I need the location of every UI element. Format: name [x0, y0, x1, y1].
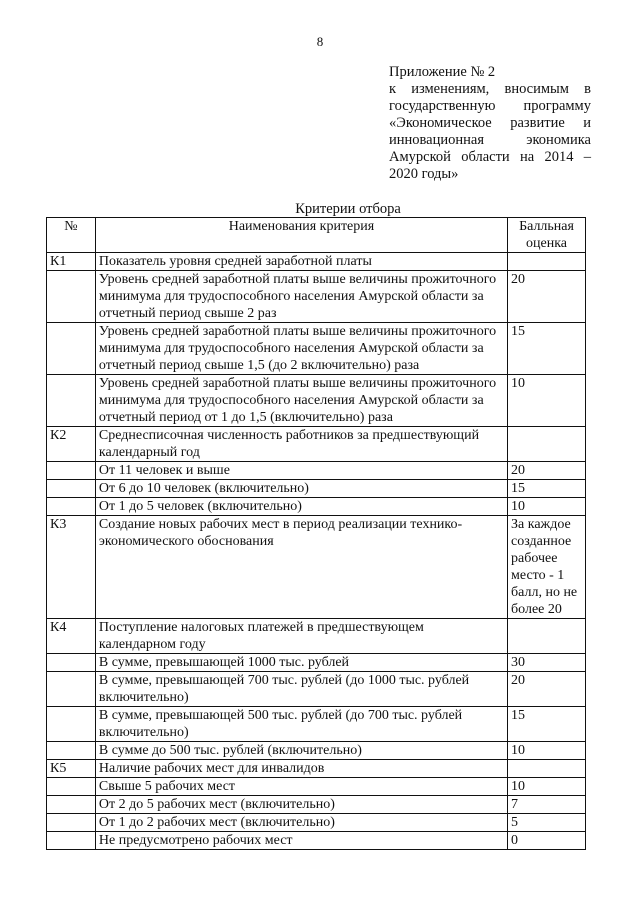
appendix-header [389, 64, 591, 183]
criterion-name: Не предусмотрено рабочих мест [95, 832, 507, 850]
criterion-score: За каждое созданное рабочее место - 1 балл, но не более 20 [508, 516, 586, 619]
criterion-code [47, 654, 96, 672]
appendix-line: государственную программу [389, 98, 591, 114]
table-row [47, 796, 586, 814]
criterion-name: Создание новых рабочих мест в период реализации технико-экономического обоснования [95, 516, 507, 619]
criterion-score: 10 [508, 778, 586, 796]
criterion-score [508, 760, 586, 778]
criterion-name: Уровень средней заработной платы выше величины прожиточного минимума для трудоспособного населения Амурской области за отчетный период от 1 до 1,5 (включительно) раза [95, 375, 507, 427]
appendix-line: Приложение № 2 [389, 64, 496, 80]
criterion-code [47, 832, 96, 850]
criterion-code: К2 [47, 427, 96, 462]
criterion-name: Показатель уровня средней заработной платы [95, 253, 507, 271]
appendix-line: инновационная экономика [389, 132, 591, 148]
table-row [47, 516, 586, 619]
table-row [47, 375, 586, 427]
criterion-name: В сумме, превышающей 1000 тыс. рублей [95, 654, 507, 672]
criterion-name: От 6 до 10 человек (включительно) [95, 480, 507, 498]
table-row [47, 778, 586, 796]
criterion-score: 5 [508, 814, 586, 832]
criterion-code [47, 375, 96, 427]
criterion-name: В сумме, превышающей 700 тыс. рублей (до 1000 тыс. рублей включительно) [95, 672, 507, 707]
table-row [47, 707, 586, 742]
criterion-score: 7 [508, 796, 586, 814]
criterion-code: К4 [47, 619, 96, 654]
table-row [47, 427, 586, 462]
criterion-code [47, 323, 96, 375]
page-number: 8 [316, 34, 324, 49]
criterion-code: К1 [47, 253, 96, 271]
criterion-score: 10 [508, 742, 586, 760]
table-row [47, 619, 586, 654]
table-row [47, 480, 586, 498]
criterion-code: К5 [47, 760, 96, 778]
table-row [47, 832, 586, 850]
criterion-code: К3 [47, 516, 96, 619]
criterion-score: 10 [508, 498, 586, 516]
criterion-name: В сумме, превышающей 500 тыс. рублей (до 700 тыс. рублей включительно) [95, 707, 507, 742]
table-row [47, 672, 586, 707]
criterion-score: 15 [508, 323, 586, 375]
criterion-name: От 11 человек и выше [95, 462, 507, 480]
criterion-name: От 2 до 5 рабочих мест (включительно) [95, 796, 507, 814]
criterion-score: 15 [508, 480, 586, 498]
criterion-name: В сумме до 500 тыс. рублей (включительно) [95, 742, 507, 760]
header-number: № [47, 218, 96, 253]
criterion-score: 20 [508, 672, 586, 707]
table-row [47, 654, 586, 672]
criterion-name: От 1 до 5 человек (включительно) [95, 498, 507, 516]
criterion-score [508, 427, 586, 462]
table-row [47, 760, 586, 778]
criterion-code [47, 672, 96, 707]
criterion-name: Поступление налоговых платежей в предшествующем календарном году [95, 619, 507, 654]
appendix-line: «Экономическое развитие и [389, 115, 591, 131]
criterion-code [47, 707, 96, 742]
table-row [47, 323, 586, 375]
criterion-name: Среднесписочная численность работников за предшествующий календарный год [95, 427, 507, 462]
criterion-name: Уровень средней заработной платы выше величины прожиточного минимума для трудоспособного населения Амурской области за отчетный период свыше 1,5 (до 2 включительно) раза [95, 323, 507, 375]
criterion-name: Наличие рабочих мест для инвалидов [95, 760, 507, 778]
criterion-score: 20 [508, 462, 586, 480]
table-row [47, 271, 586, 323]
appendix-line: Амурской области на 2014 – [389, 149, 591, 165]
table-row [47, 498, 586, 516]
criterion-code [47, 742, 96, 760]
table-row [47, 253, 586, 271]
table-row [47, 462, 586, 480]
table-row [47, 814, 586, 832]
criterion-name: От 1 до 2 рабочих мест (включительно) [95, 814, 507, 832]
criterion-name: Уровень средней заработной платы выше величины прожиточного минимума для трудоспособного населения Амурской области за отчетный период свыше 2 раз [95, 271, 507, 323]
criterion-score: 0 [508, 832, 586, 850]
criterion-score: 15 [508, 707, 586, 742]
criterion-code [47, 796, 96, 814]
appendix-line: к изменениям, вносимым в [389, 81, 591, 97]
appendix-line: 2020 годы» [389, 166, 459, 182]
criterion-score [508, 619, 586, 654]
criterion-score: 20 [508, 271, 586, 323]
criteria-table [46, 217, 586, 850]
criterion-score [508, 253, 586, 271]
criterion-score: 30 [508, 654, 586, 672]
criterion-code [47, 462, 96, 480]
table-header-row [47, 218, 586, 253]
criterion-code [47, 480, 96, 498]
criterion-code [47, 271, 96, 323]
table-title: Критерии отбора [295, 201, 401, 217]
criterion-code [47, 814, 96, 832]
header-score: Балльная оценка [508, 218, 586, 253]
criterion-name: Свыше 5 рабочих мест [95, 778, 507, 796]
table-row [47, 742, 586, 760]
criterion-code [47, 778, 96, 796]
criterion-code [47, 498, 96, 516]
criterion-score: 10 [508, 375, 586, 427]
header-criterion-name: Наименования критерия [95, 218, 507, 253]
criteria-table-body [47, 253, 586, 850]
